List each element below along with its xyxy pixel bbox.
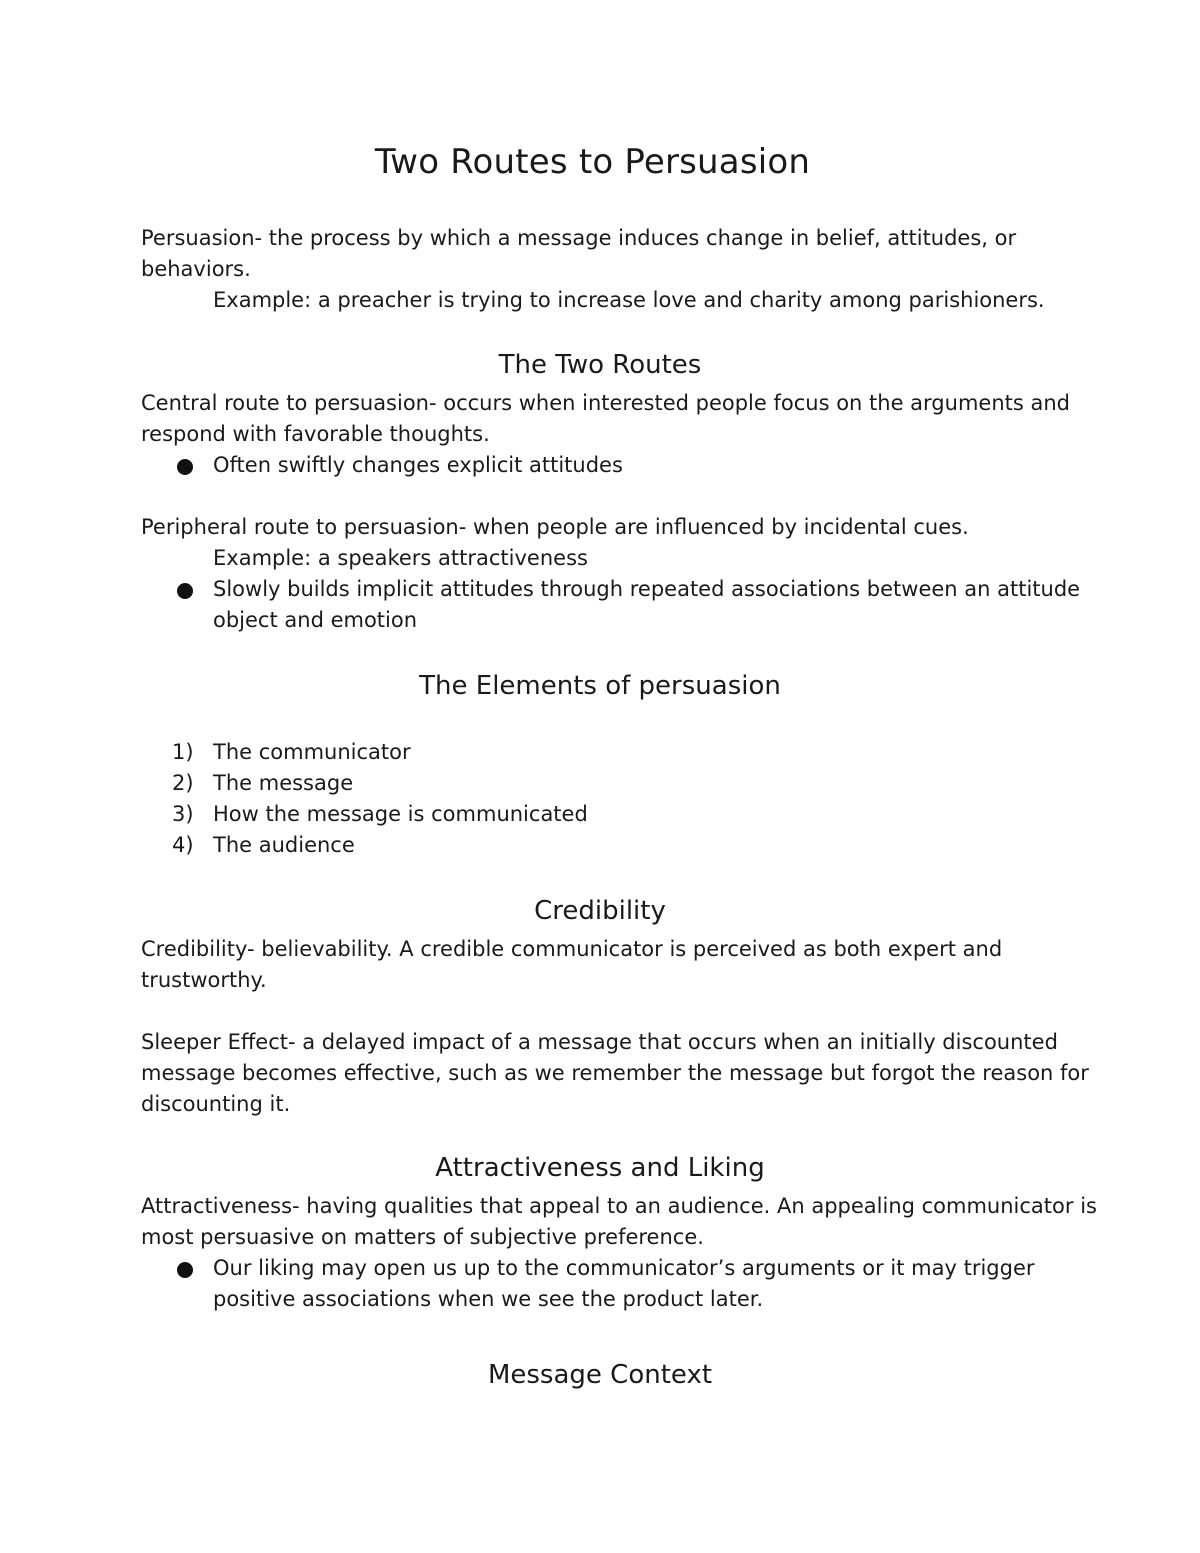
sleeper-effect-line-2: message becomes effective, such as we remember the message but forgot the reason for (141, 1061, 1089, 1085)
central-route-line-1: Central route to persuasion- occurs when interested people focus on the arguments and (141, 391, 1070, 415)
page-title: Two Routes to Persuasion (374, 142, 811, 182)
list-item-number: 4) (172, 833, 194, 857)
peripheral-route-line-1: Peripheral route to persuasion- when people are influenced by incidental cues. (141, 515, 969, 539)
central-route-bullet: Often swiftly changes explicit attitudes (213, 453, 623, 477)
sleeper-effect-line-3: discounting it. (141, 1092, 291, 1116)
list-item: The audience (213, 833, 355, 857)
attractiveness-bullet-line-2: positive associations when we see the product later. (213, 1287, 764, 1311)
section-heading-two-routes: The Two Routes (498, 350, 702, 380)
section-heading-message-context: Message Context (487, 1360, 713, 1390)
section-heading-attractiveness: Attractiveness and Liking (435, 1153, 765, 1183)
list-item-number: 2) (172, 771, 194, 795)
persuasion-definition-line-1: Persuasion- the process by which a message induces change in belief, attitudes, or (141, 226, 1017, 250)
section-heading-elements: The Elements of persuasion (419, 671, 781, 701)
persuasion-definition-line-2: behaviors. (141, 257, 251, 281)
section-heading-credibility: Credibility (534, 896, 666, 926)
persuasion-example: Example: a preacher is trying to increase love and charity among parishioners. (213, 288, 1045, 312)
attractiveness-line-1: Attractiveness- having qualities that appeal to an audience. An appealing communicator is (141, 1194, 1097, 1218)
bullet-icon (177, 1262, 193, 1278)
central-route-line-2: respond with favorable thoughts. (141, 422, 490, 446)
list-item-number: 1) (172, 740, 194, 764)
credibility-line-1: Credibility- believability. A credible communicator is perceived as both expert and (141, 937, 1003, 961)
credibility-line-2: trustworthy. (141, 968, 267, 992)
list-item: The message (213, 771, 354, 795)
attractiveness-line-2: most persuasive on matters of subjective preference. (141, 1225, 704, 1249)
list-item-number: 3) (172, 802, 194, 826)
peripheral-route-example: Example: a speakers attractiveness (213, 546, 588, 570)
list-item: The communicator (213, 740, 411, 764)
peripheral-route-bullet-line-1: Slowly builds implicit attitudes through repeated associations between an attitude (213, 577, 1081, 601)
bullet-icon (177, 459, 193, 475)
sleeper-effect-line-1: Sleeper Effect- a delayed impact of a message that occurs when an initially discounted (141, 1030, 1058, 1054)
peripheral-route-bullet-line-2: object and emotion (213, 608, 418, 632)
list-item: How the message is communicated (213, 802, 588, 826)
bullet-icon (177, 583, 193, 599)
attractiveness-bullet-line-1: Our liking may open us up to the communicator’s arguments or it may trigger (213, 1256, 1035, 1280)
